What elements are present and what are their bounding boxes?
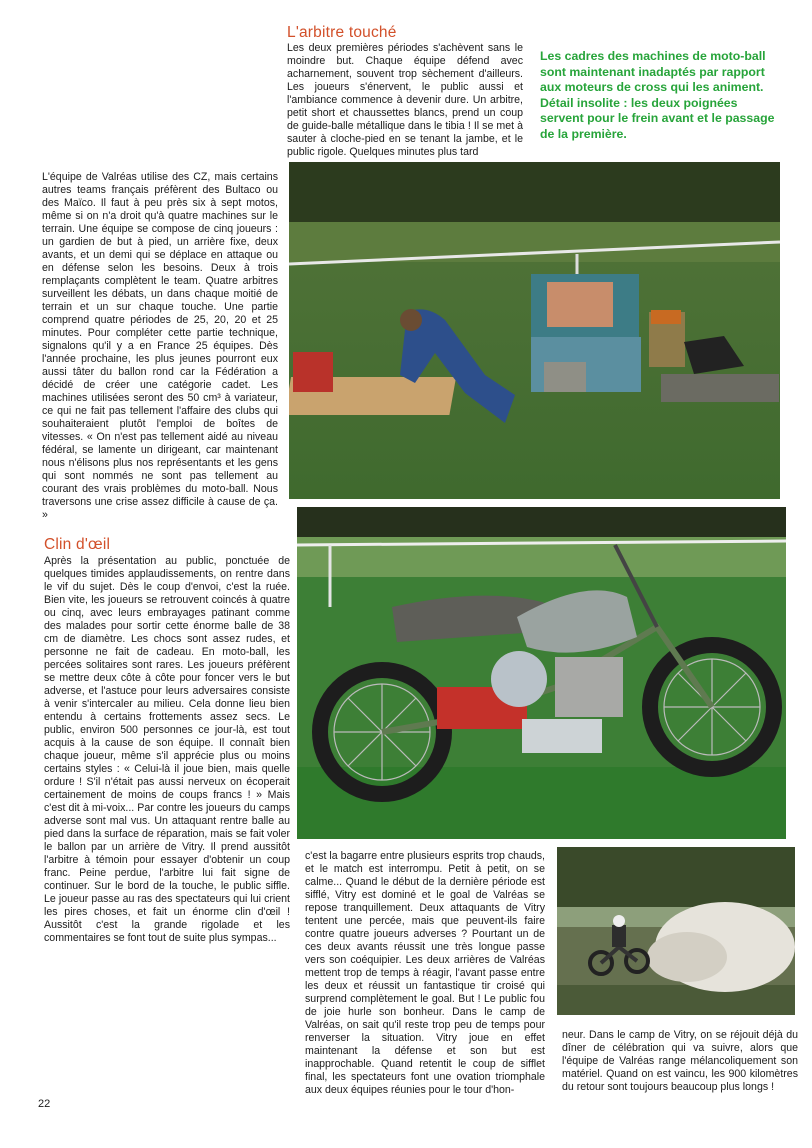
paragraph: Les deux premières périodes s'achèvent sans le moindre but. Chaque équipe défend avec acharnement, souvent trop sèchement d'ailleurs. Les joueurs s'énervent, le public aussi et l'ambiance commence à devenir dure. Un arbitre, petit short et chaussettes blancs, prend un coup de guide-balle métallique dans le tibia ! Il se met à sauter à cloche-pied en se tenant la jambe, et le public rigole. Quelques minutes plus tard (287, 42, 523, 158)
article-text-middle-bottom (305, 850, 545, 1097)
paragraph: c'est la bagarre entre plusieurs esprits trop chauds, et le match est interrompu. Petit à petit, on se calme... Quand le début de la dernière période est sifflé, Vitry est dominé et le goal de Valréas se repose tranquillement. Deux attaquants de Vitry tentent une percée, mais que peuvent-ils faire contre quatre joueurs adverses ? Pourtant un de ces deux avants réussit une très longue passe vers son coéquipier. Les deux arrières de Valréas mettent trop de temps à réagir, l'avant passe entre les deux et réussit un fantastique tir croisé qui surprend complètement le goal. But ! Le public fou de joie hurle son bonheur. Dans le camp de Valréas, on sait qu'il reste trop peu de temps pour renverser la situation. Vitry joue en effet maintenant la défense et son but est inapprochable. Quand retentit le coup de sifflet final, les spectateurs font une ovation triomphale aux deux équipes réunies pour le tour d'hon- (305, 850, 545, 1096)
section-heading-arbitre: L'arbitre touché (287, 24, 397, 41)
photo-mechanic-field (289, 162, 780, 499)
article-text-right-bottom (562, 1029, 798, 1094)
article-text-arbitre (287, 42, 523, 159)
paragraph: neur. Dans le camp de Vitry, on se réjouit déjà du dîner de célébration qui va suivre, alors que l'équipe de Valréas range mélancoliquement son matériel. Quand on est vaincu, les 900 kilomètres du retour sont toujours beaucoup plus longs ! (562, 1029, 798, 1093)
photo-caption: Les cadres des machines de moto-ball sont maintenant inadaptés par rapport aux moteurs de cross qui les animent. Détail insolite : les deux poignées servent pour le frein avant et le passage de la première. (540, 49, 775, 141)
section-heading-clin-doeil: Clin d'œil (44, 536, 111, 553)
page-number: 22 (38, 1098, 51, 1110)
photo-rider-dust (557, 847, 795, 1015)
paragraph: L'équipe de Valréas utilise des CZ, mais certains autres teams français préfèrent des Bultaco ou des Maïco. Il faut à peu près six à sept motos, même si on n'a droit qu'à quatre machines sur le terrain. Une équipe se compose de cinq joueurs : un gardien de but à pied, un arrière fixe, deux avants, et un demi qui se déplace en attaque ou en défense selon les besoins. Deux à trois remplaçants complètent le team. Quatre arbitres surveillent les débats, un dans chaque moitié de terrain et un sur chaque touche. Une partie comprend quatre périodes de 25, 20, 20 et 25 minutes. Pour compléter cette partie technique, signalons qu'il y a en France 25 équipes. Dès l'année prochaine, les plus jeunes pourront eux aussi tâter du ballon rond car la Fédération a décidé de créer une catégorie cadet. Les machines utilisées seront des 50 cm³ à variateur, ce qui ne fait pas tellement l'affaire des clubs qui souhaiteraient plutôt l'emploi de boîtes de vitesses. « On n'est pas tellement aidé au niveau fédéral, se lamente un dirigeant, car maintenant nous n'élisons plus nos représentants et les gens qui sont nommés ne sont pas tellement au courant des vrais problèmes du moto-ball. Nous traversons une crise assez difficile à cause de ça. » (42, 171, 278, 521)
article-text-left (42, 171, 278, 522)
article-text-clin-doeil (44, 555, 290, 945)
photo-motoball-motorcycle (297, 507, 786, 839)
paragraph: Après la présentation au public, ponctuée de quelques timides applaudissements, on rentre dans le vif du sujet. Dès le coup d'envoi, c'est la ruée. Bien vite, les joueurs se retrouvent coincés à quatre ou cinq, avec leurs embrayages patinant comme des malades pour sortir cette énorme balle de 38 cm de diamètre. Les chocs sont assez rudes, et personne ne fait de cadeau. En moto-ball, les percées solitaires sont rares. Les joueurs préfèrent se mettre deux côte à côte pour foncer vers le but adverse, et l'astuce pour leurs adversaires consiste à venir s'intercaler au milieu. Cela donne lieu bien entendu à certains frottements assez secs. Le public, environ 500 personnes ce jour-là, est tout acquis à la cause de son équipe. Il connaît bien chaque joueur, même s'il apprécie plus ou moins certains styles : « Celui-là il joue bien, mais quelle ordure ! S'il n'était pas aussi nerveux on écoperait certainement de moins de coups francs ! » Mais c'est dit à mi-voix... Par contre les joueurs du camps adverse sont mal vus. Un attaquant rentre balle au pied dans la surface de réparation, mais se fait voler le ballon par un arrière de Vitry. Il prend aussitôt l'arbitre à témoin pour essayer d'obtenir un coup franc. Peine perdue, l'arbitre lui fait signe de continuer. Sur le bord de la touche, le public siffle. Le joueur passe au ras des spectateurs qui lui crient les pires choses, et fait un énorme clin d'œil ! Aussitôt c'est la grande rigolade et les commentaires se font tout de suite plus sympas... (44, 555, 290, 944)
